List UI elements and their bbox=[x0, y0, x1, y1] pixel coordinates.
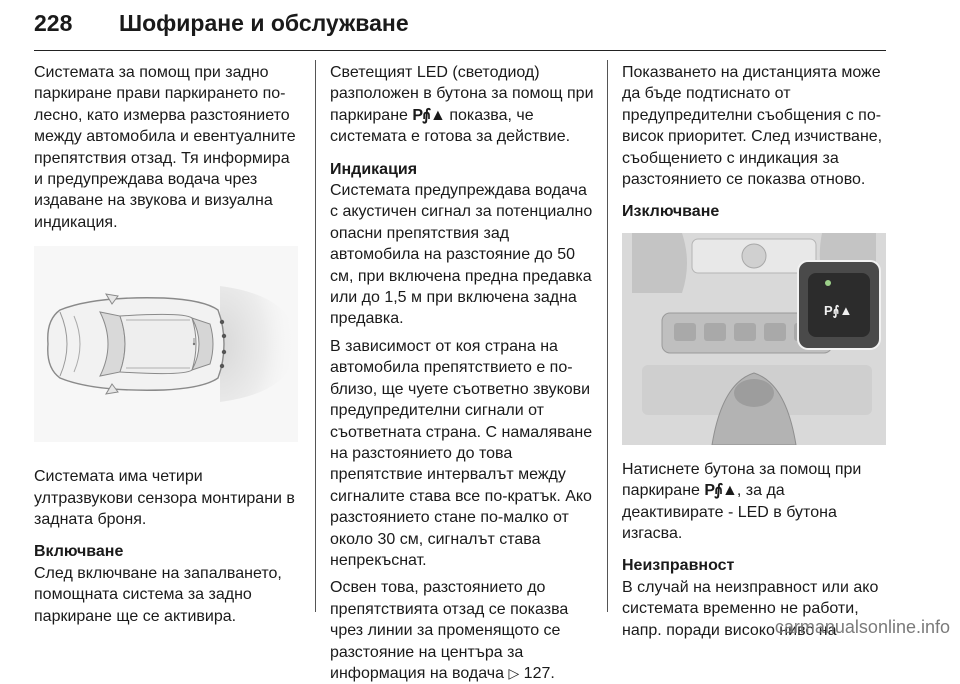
center-console-icon bbox=[622, 233, 886, 445]
indication-paragraph-2: В зависимост от коя страна на автомобила препятствието е по-близо, ще чуете съответно звукови предупредителни сигнали от съответната страна. С намаляване на разстоянието до това препятствие интервалът между сигналите става все по-кратък. Ако разстоянието стане по-малко от около 30 см, сигналът става непрекъснат. bbox=[330, 337, 593, 569]
parking-assist-icon: P⨙▲ bbox=[412, 106, 445, 124]
indication-paragraph-1: Системата предупреждава водача с акустичен сигнал за потенциално опасни препятствия зад автомобила на разстояние до 50 см, при включена предна предавка или до 1,5 м при включена задна предавка. bbox=[330, 182, 593, 328]
car-top-view-icon bbox=[34, 246, 298, 442]
parking-button-label: P⨙▲ bbox=[824, 302, 853, 318]
activation-paragraph: След включване на запалването, помощната система за задно паркиране ще се активира. bbox=[34, 564, 282, 625]
fault-heading: Неизправност bbox=[622, 557, 735, 575]
page-reference-icon: ▷ bbox=[508, 664, 520, 681]
activation-heading: Включване bbox=[34, 543, 124, 561]
off-heading: Изключване bbox=[622, 203, 720, 221]
column-middle bbox=[330, 62, 596, 684]
page-header bbox=[34, 8, 886, 51]
column-divider bbox=[315, 60, 316, 612]
parking-button-illustration bbox=[622, 233, 886, 445]
intro-paragraph: Системата за помощ при задно паркиране прави паркирането по-лесно, като измерва разстоянието между автомобила и евентуалните препятствия отзад. Тя информира и предупреждава водача чрез издаване на звукова и визуална индикация. bbox=[34, 64, 296, 231]
led-paragraph: Светещият LED (светодиод) разположен в бутона за помощ при паркиране P⨙▲ показва, че системата е готова за действие. bbox=[330, 64, 594, 146]
indication-paragraph-3: Освен това, разстоянието до препятствията отзад се показва чрез линии за променящото се разстояние на центъра за информация на водача ▷ 127. bbox=[330, 579, 569, 682]
page-title: Шофиране и обслужване bbox=[119, 10, 409, 36]
column-divider bbox=[607, 60, 608, 612]
display-paragraph: Показването на дистанцията може да бъде подтиснато от предупредителни съобщения с по-висок приоритет. След изчистване, съобщението с индикация за разстоянието се показва отново. bbox=[622, 64, 883, 189]
parking-assist-icon: P⨙▲ bbox=[704, 482, 737, 500]
off-paragraph: Натиснете бутона за помощ при паркиране P⨙▲, за да деактивирате - LED в бутона изгасва. bbox=[622, 460, 862, 543]
fault-paragraph: В случай на неизправност или ако системата временно не работи, напр. поради високо ниво на bbox=[622, 578, 879, 639]
watermark: carmanualsonline.info bbox=[774, 617, 950, 637]
column-left bbox=[34, 62, 300, 627]
car-sensor-illustration bbox=[34, 246, 298, 442]
sensors-paragraph: Системата има четири ултразвукови сензора монтирани в задната броня. bbox=[34, 468, 295, 529]
indication-heading: Индикация bbox=[330, 160, 418, 178]
column-right bbox=[622, 62, 888, 641]
page-number: 228 bbox=[34, 10, 73, 36]
